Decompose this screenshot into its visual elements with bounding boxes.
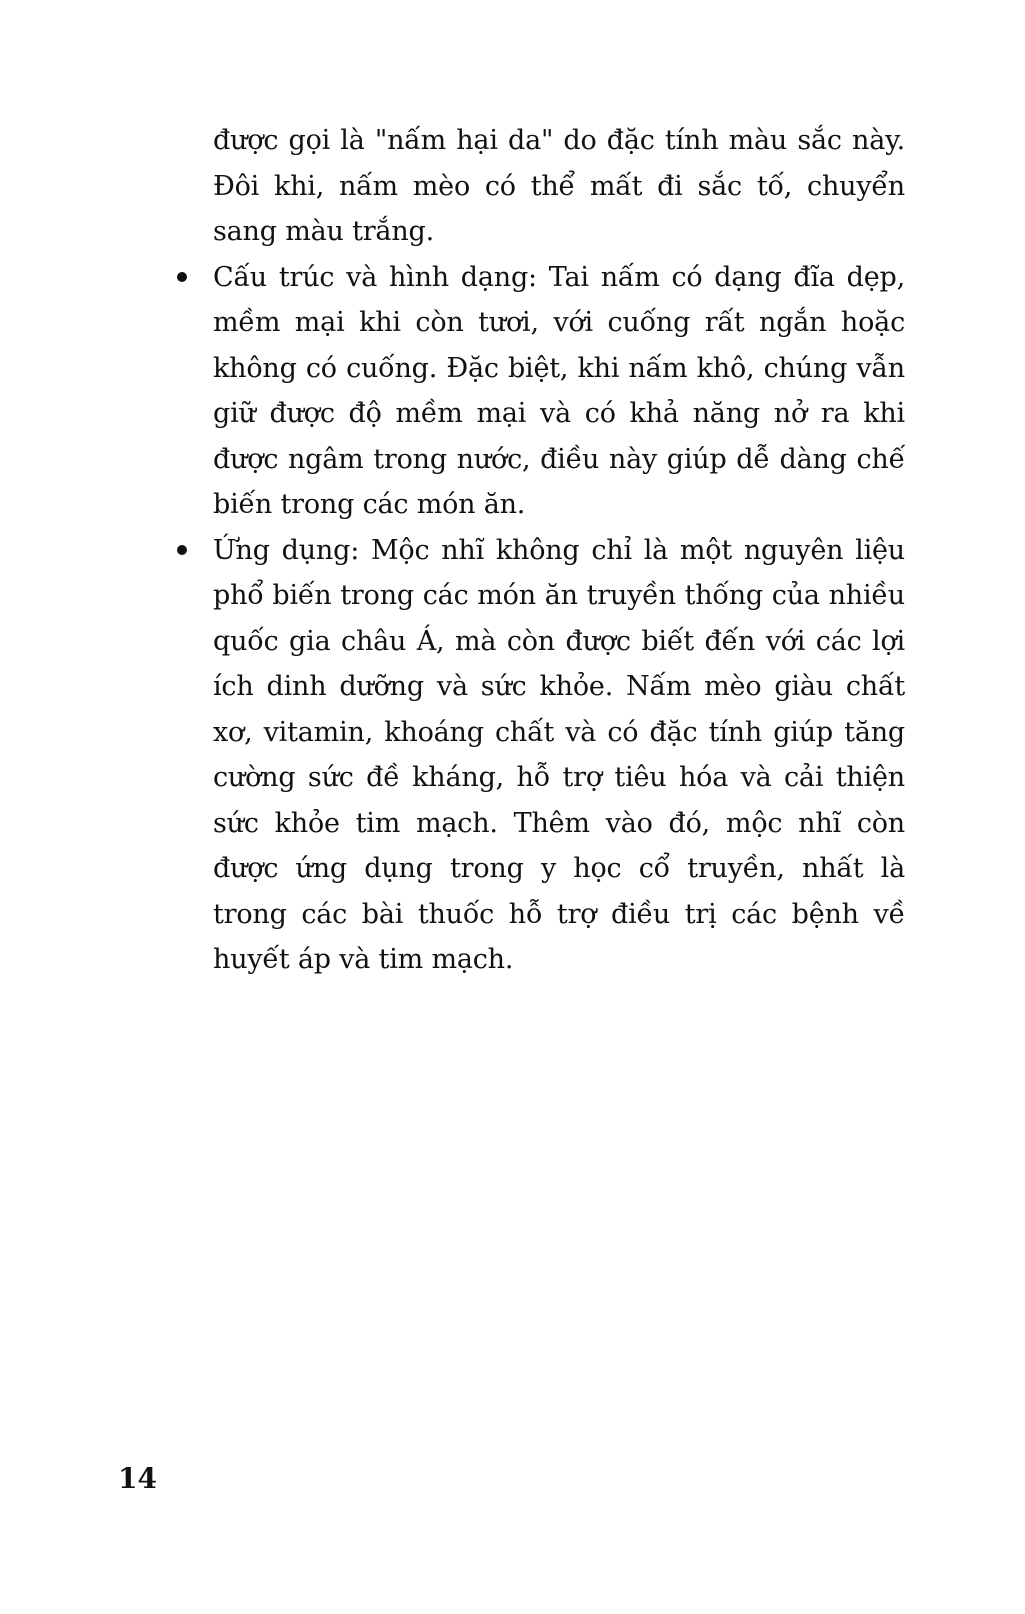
- bullet-text: Ứng dụng: Mộc nhĩ không chỉ là một nguyên liệu phổ biến trong các món ăn truyền thống của nhiều quốc gia châu Á, mà còn được biết đến với các lợi ích dinh dưỡng và sức khỏe. Nấm mèo giàu chất xơ, vitamin, khoáng chất và có đặc tính giúp tăng cường sức đề kháng, hỗ trợ tiêu hóa và cải thiện sức khỏe tim mạch. Thêm vào đó, mộc nhĩ còn được ứng dụng trong y học cổ truyền, nhất là trong các bài thuốc hỗ trợ điều trị các bệnh về huyết áp và tim mạch.: [213, 534, 905, 975]
- bullet-text: Cấu trúc và hình dạng: Tai nấm có dạng đĩa dẹp, mềm mại khi còn tươi, với cuống rất ngắn hoặc không có cuống. Đặc biệt, khi nấm khô, chúng vẫn giữ được độ mềm mại và có khả năng nở ra khi được ngâm trong nước, điều này giúp dễ dàng chế biến trong các món ăn.: [213, 261, 905, 520]
- bullet-dot-icon: [177, 545, 187, 555]
- page-number: 14: [118, 1462, 157, 1495]
- bullet-list: [213, 255, 905, 983]
- bullet-item-structure: [213, 255, 905, 528]
- bullet-item-application: [213, 528, 905, 983]
- page-body: [213, 118, 905, 983]
- bullet-dot-icon: [177, 272, 187, 282]
- continuation-paragraph: được gọi là "nấm hại da" do đặc tính màu sắc này. Đôi khi, nấm mèo có thể mất đi sắc tố, chuyển sang màu trắng.: [213, 125, 905, 247]
